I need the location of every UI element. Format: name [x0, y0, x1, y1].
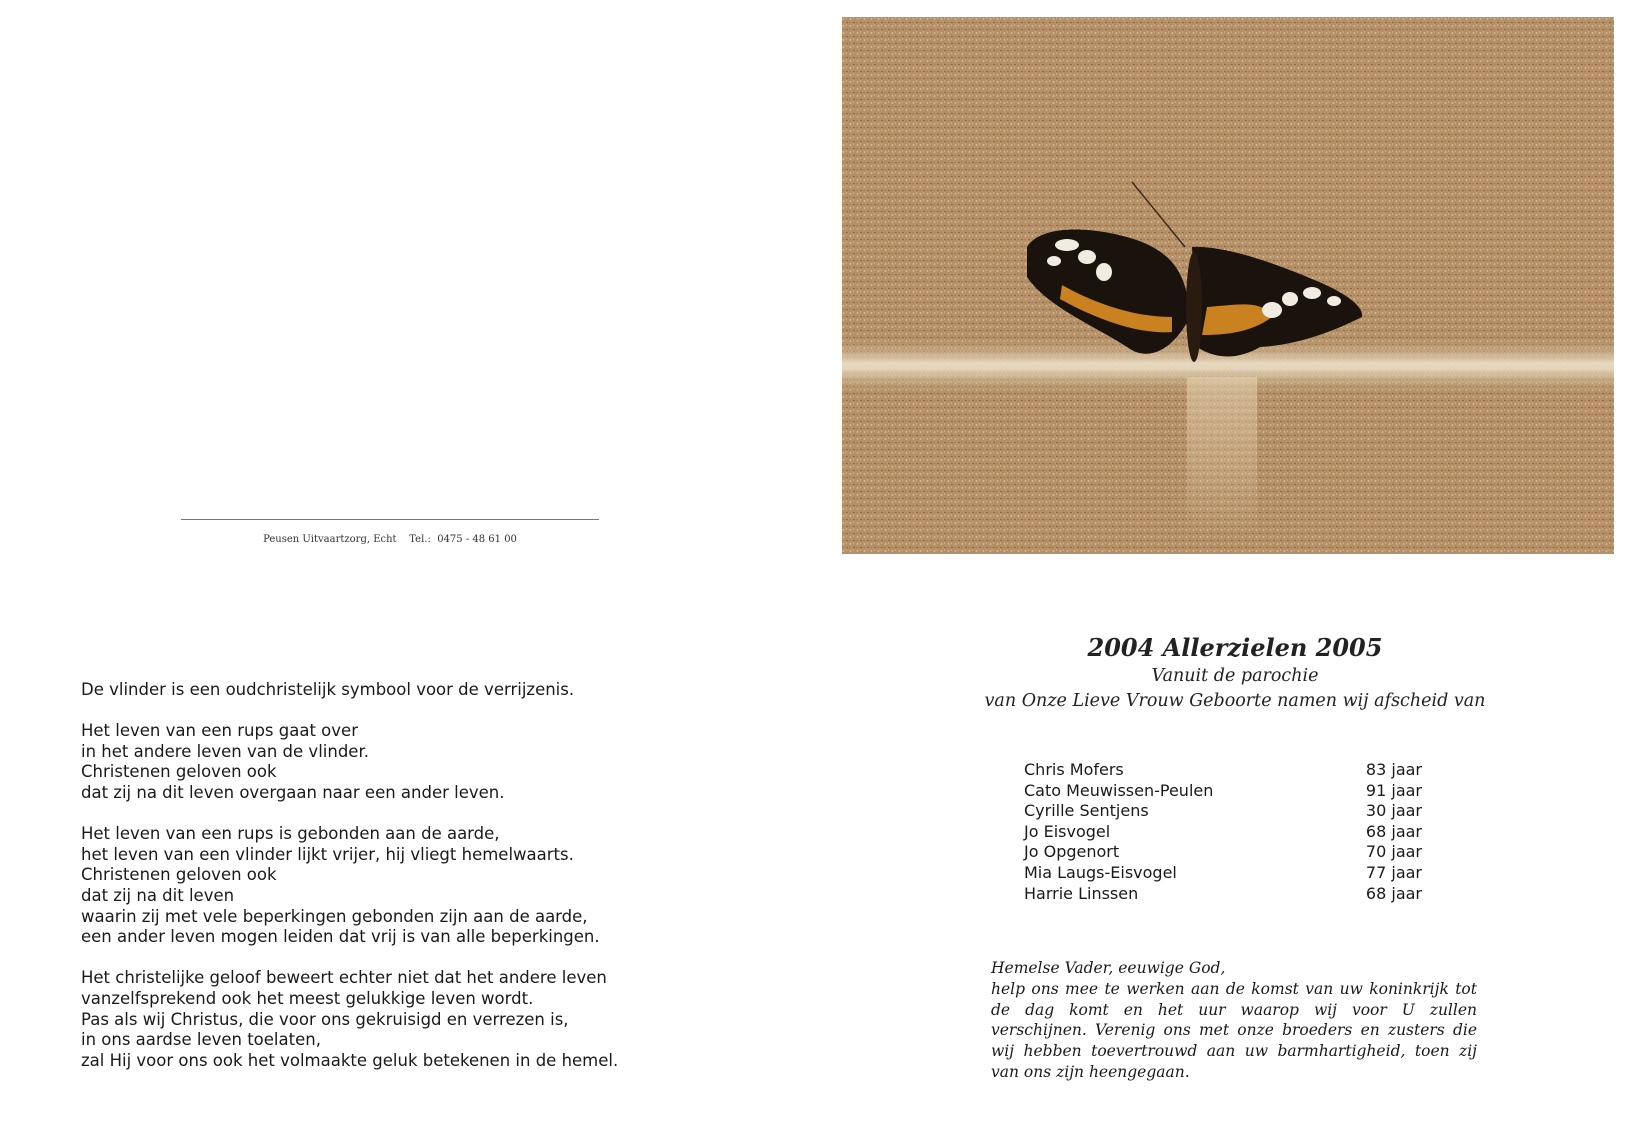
poem-line: zal Hij voor ons ook het volmaakte geluk betekenen in de hemel. [81, 1050, 619, 1070]
poem-line: een ander leven mogen leiden dat vrij is van alle beperkingen. [81, 927, 600, 947]
footer-divider [181, 519, 599, 520]
deceased-age: 91 jaar [1365, 780, 1422, 800]
list-item [1024, 781, 1422, 802]
list-item [1024, 801, 1422, 822]
deceased-name: Chris Mofers [1024, 760, 1124, 779]
farewell-line: van Onze Lieve Vrouw Geboorte namen wij afscheid van [984, 691, 1486, 711]
memorial-header [950, 632, 1520, 714]
butterfly-photo-graphic [842, 17, 1614, 554]
poem-line: Het leven van een rups is gebonden aan de aarde, [81, 824, 500, 844]
deceased-age: 30 jaar [1365, 801, 1422, 821]
deceased-name: Mia Laugs-Eisvogel [1024, 862, 1177, 882]
funeral-home-contact: Peusen Uitvaartzorg, Echt Tel.: 0475 - 48 61 00 [263, 534, 517, 545]
poem [81, 680, 701, 1071]
parish-line: Vanuit de parochie [1151, 666, 1319, 686]
deceased-name: Jo Eisvogel [1024, 821, 1111, 841]
poem-line: Pas als wij Christus, die voor ons gekruisigd en verrezen is, [81, 1009, 569, 1029]
list-item [1024, 842, 1422, 863]
poem-line: Het leven van een rups gaat over [81, 721, 358, 741]
poem-line: De vlinder is een oudchristelijk symbool voor de verrijzenis. [81, 680, 575, 699]
butterfly-photo [842, 17, 1614, 554]
poem-line: dat zij na dit leven overgaan naar een ander leven. [81, 782, 505, 802]
deceased-age: 70 jaar [1365, 842, 1422, 862]
deceased-name: Jo Opgenort [1024, 842, 1120, 862]
deceased-age: 68 jaar [1365, 821, 1422, 841]
deceased-name: Cyrille Sentjens [1024, 801, 1149, 821]
deceased-name: Cato Meuwissen-Peulen [1024, 780, 1214, 800]
deceased-age: 68 jaar [1365, 883, 1422, 903]
deceased-name: Harrie Linssen [1024, 883, 1139, 903]
prayer [991, 958, 1477, 1083]
poem-line: het leven van een vlinder lijkt vrijer, hij vliegt hemelwaarts. [81, 844, 574, 864]
list-item [1024, 884, 1422, 905]
poem-line: Christenen geloven ook [81, 762, 277, 782]
page-title: 2004 Allerzielen 2005 [1087, 633, 1383, 662]
list-item [1024, 863, 1422, 884]
deceased-age: 77 jaar [1365, 862, 1422, 882]
poem-line: dat zij na dit leven [81, 885, 235, 905]
prayer-opening: Hemelse Vader, eeuwige God, [991, 959, 1226, 977]
poem-line: vanzelfsprekend ook het meest gelukkige leven wordt. [81, 988, 534, 1008]
poem-line: in het andere leven van de vlinder. [81, 741, 369, 761]
list-item [1024, 822, 1422, 843]
list-item [1024, 760, 1422, 781]
poem-line: in ons aardse leven toelaten, [81, 1030, 321, 1050]
poem-line: Christenen geloven ook [81, 865, 277, 885]
poem-line: Het christelijke geloof beweert echter niet dat het andere leven [81, 968, 607, 988]
poem-line: waarin zij met vele beperkingen gebonden zijn aan de aarde, [81, 906, 588, 926]
prayer-body: help ons mee te werken aan de komst van uw koninkrijk tot de dag komt en het uur waarop wij voor U zullen verschijnen. Verenig ons met onze broeders en zusters die wij hebben toevertrouwd aan uw barmhartigheid, toen zij van ons zijn heengegaan. [991, 979, 1477, 1081]
deceased-age: 83 jaar [1365, 760, 1422, 779]
deceased-list [1024, 760, 1422, 904]
